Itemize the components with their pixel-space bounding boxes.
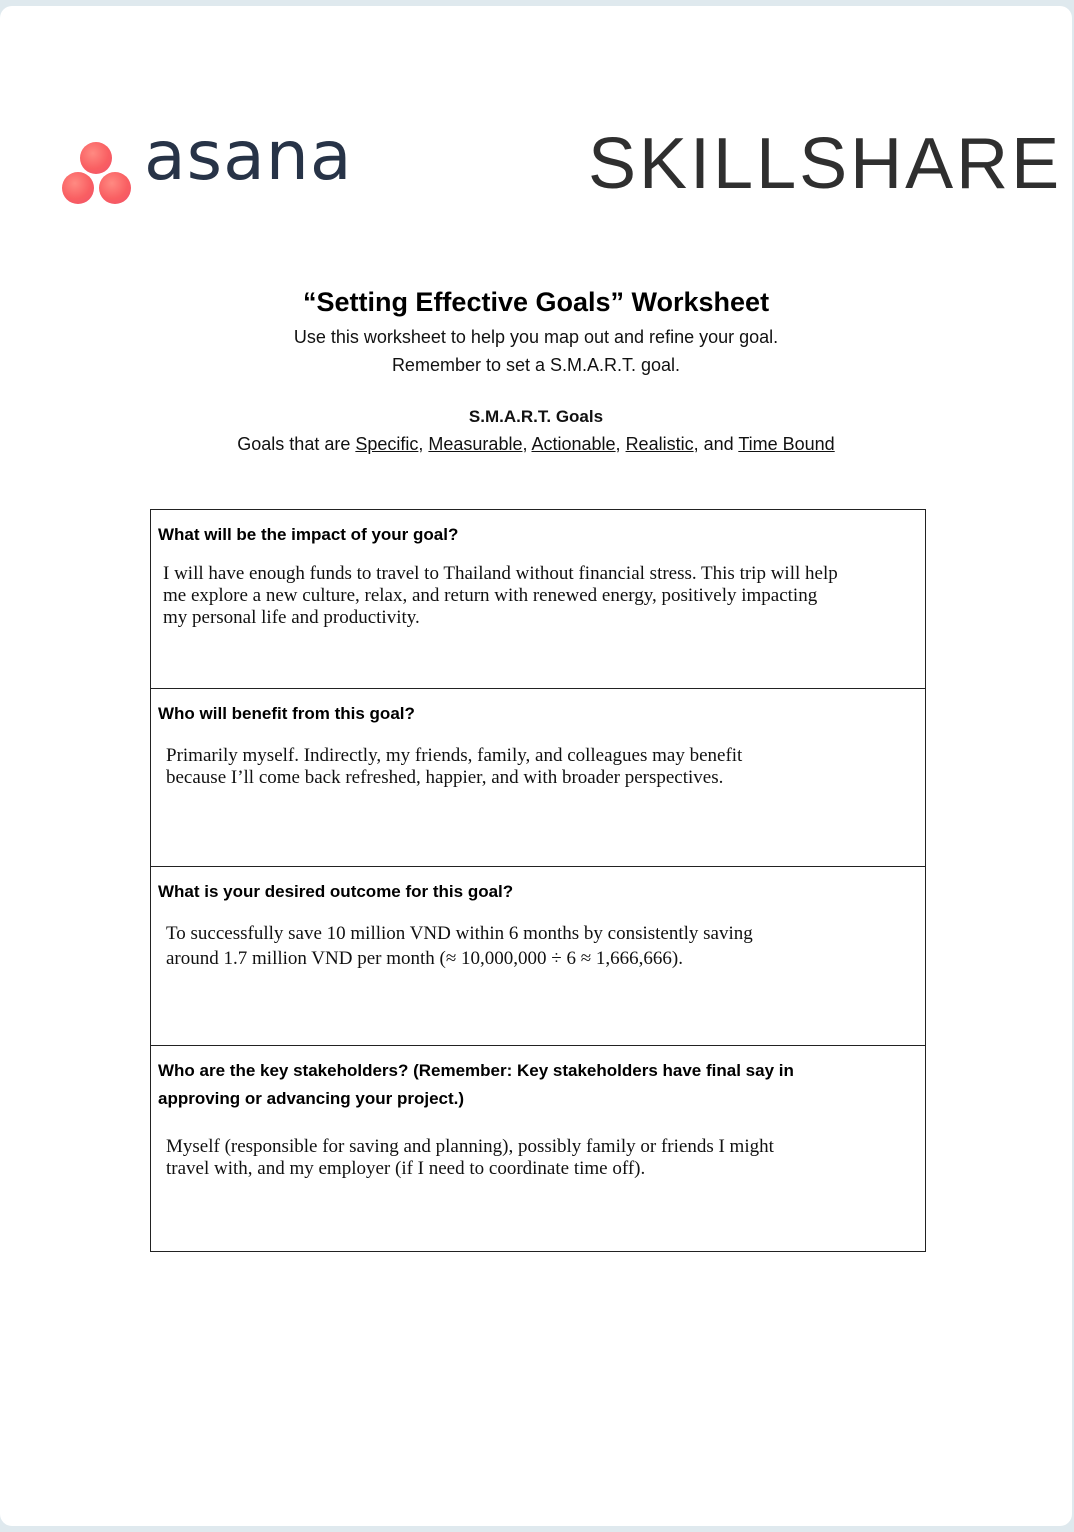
worksheet-page (0, 6, 1072, 1526)
smart-term-specific: Specific (355, 434, 419, 454)
table-row-stakeholders (151, 1046, 925, 1251)
asana-dots-icon (60, 139, 132, 207)
table-row-impact (151, 510, 925, 689)
answer-outcome[interactable]: To successfully save 10 million VND within 6 months by consistently saving around 1.7 million VND per month (≈ 10,000,000 ÷ 6 ≈ 1,666,666). (166, 923, 753, 969)
smart-goals-definition: Goals that are Specific, Measurable, Actionable, Realistic, and Time Bound (237, 434, 835, 454)
worksheet-table (150, 509, 926, 1252)
smart-term-realistic: Realistic (625, 434, 694, 454)
table-row-beneficiaries (151, 689, 925, 867)
smart-goals-heading: S.M.A.R.T. Goals (468, 407, 604, 426)
table-row-outcome (151, 867, 925, 1046)
smart-term-actionable: Actionable (531, 434, 616, 454)
smart-prefix: Goals that are (237, 434, 356, 454)
page-title: “Setting Effective Goals” Worksheet (302, 287, 770, 317)
asana-wordmark: asana (144, 117, 353, 196)
question-outcome: What is your desired outcome for this goal? (158, 882, 514, 901)
smart-term-measurable: Measurable (428, 434, 523, 454)
subtitle-line-1: Use this worksheet to help you map out and refine your goal. (293, 327, 779, 347)
answer-beneficiaries[interactable]: Primarily myself. Indirectly, my friends, family, and colleagues may benefit because I’ll come back refreshed, happier, and with broader perspectives. (166, 745, 743, 788)
question-beneficiaries: Who will benefit from this goal? (158, 704, 415, 723)
answer-impact[interactable]: I will have enough funds to travel to Thailand without financial stress. This trip will help me explore a new culture, relax, and return with renewed energy, positively impacting my personal life and productivity. (163, 563, 838, 628)
question-impact: What will be the impact of your goal? (158, 525, 459, 544)
smart-term-time-bound: Time Bound (738, 434, 835, 454)
asana-logo (60, 117, 390, 209)
question-stakeholders: Who are the key stakeholders? (Remember: Key stakeholders have final say in approving or advancing your project.) (158, 1061, 794, 1108)
subtitle-line-2: Remember to set a S.M.A.R.T. goal. (391, 355, 681, 375)
answer-stakeholders[interactable]: Myself (responsible for saving and planning), possibly family or friends I might travel with, and my employer (if I need to coordinate time off). (166, 1136, 774, 1179)
skillshare-logo: SKILLSHARE (588, 124, 1063, 204)
